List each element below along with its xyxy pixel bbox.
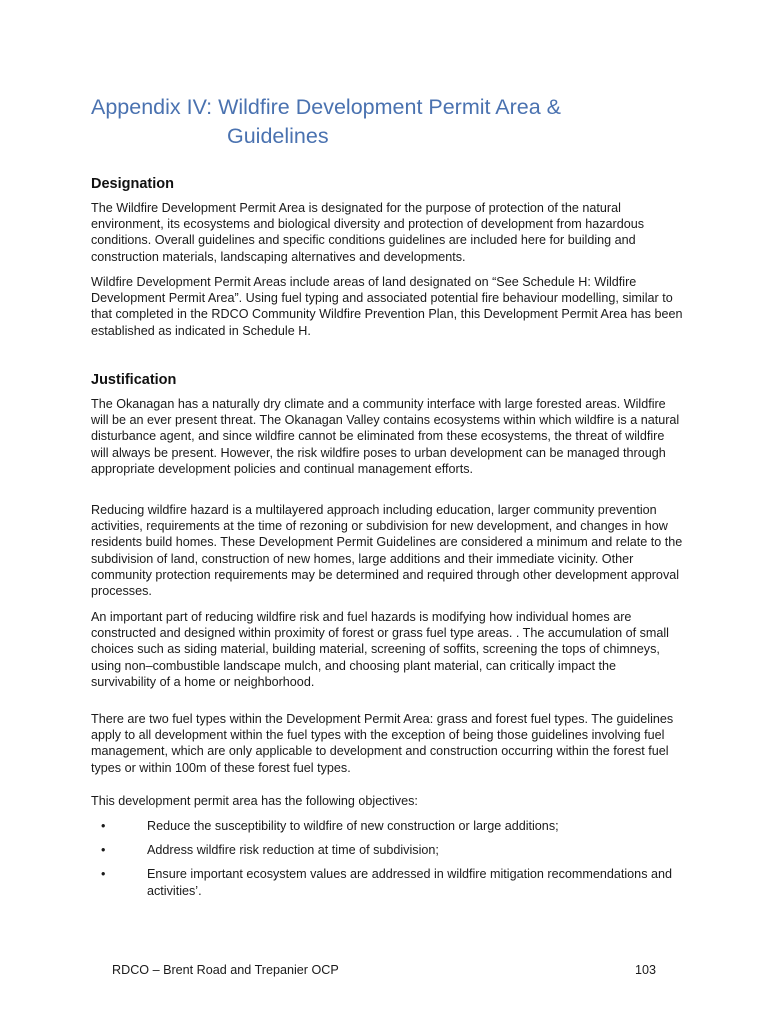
page-title [91,93,691,151]
objectives-list [91,818,683,907]
bullet-icon: • [101,843,106,858]
justification-paragraph-2: Reducing wildfire hazard is a multilayered approach including education, larger community prevention activities, requirements at the time of rezoning or subdivision for new development, and changes in how residents build homes. These Development Permit Guidelines are considered a minimum and relate to the subdivision of land, construction of new homes, large additions and their immediate vicinity. Other community protection requirements may be determined and required through other development approval processes. [91,503,683,599]
designation-heading: Designation [91,176,174,192]
list-item [91,866,683,898]
bullet-icon: • [101,867,106,882]
list-item [91,842,683,858]
justification-paragraph-3: An important part of reducing wildfire risk and fuel hazards is modifying how individual homes are constructed and designed within proximity of forest or grass fuel type areas. . The accumulation of small choices such as siding material, building material, screening of soffits, screening the tops of chimneys, using non–combustible landscape mulch, and choosing plant material, can critically impact the survivability of a home or neighborhood. [91,610,669,689]
justification-paragraph-1: The Okanagan has a naturally dry climate and a community interface with large forested areas. Wildfire will be an ever present threat. The Okanagan Valley contains ecosystems within which wildfire is a natural disturbance agent, and since wildfire cannot be eliminated from these ecosystems, the threat of wildfire will always be present. However, the risk wildfire poses to urban development can be managed through appropriate development policies and continual management efforts. [91,397,680,476]
bullet-icon: • [101,819,106,833]
footer-page-number: 103 [634,963,656,977]
title-line-1: Appendix IV: Wildfire Development Permit Area & [91,95,562,119]
objective-text: Address wildfire risk reduction at time of subdivision; [147,843,439,858]
footer-document-title: RDCO – Brent Road and Trepanier OCP [112,963,339,977]
list-item [91,818,683,834]
designation-paragraph-1: The Wildfire Development Permit Area is designated for the purpose of protection of the natural environment, its ecosystems and biological diversity and protection of development from hazardous conditions. Overall guidelines and specific conditions guidelines are included here for building and construction materials, landscaping alternatives and developments. [91,201,645,264]
objective-text: Ensure important ecosystem values are addressed in wildfire mitigation recommendations and activities’. [147,867,672,898]
designation-paragraph-2: Wildfire Development Permit Areas include areas of land designated on “See Schedule H: Wildfire Development Permit Area”. Using fuel typing and associated potential fire behaviour modelling, similar to that completed in the RDCO Community Wildfire Prevention Plan, this Development Permit Area has been established as indicated in Schedule H. [91,275,683,338]
objective-text: Reduce the susceptibility to wildfire of new construction or large additions; [147,819,559,833]
justification-paragraph-4: There are two fuel types within the Development Permit Area: grass and forest fuel types. The guidelines apply to all development within the fuel types with the exception of being those guidelines involving fuel management, which are only applicable to development and construction occurring within the forest fuel types or within 100m of these forest fuel types. [91,712,674,775]
justification-heading: Justification [91,372,177,388]
title-line-2: Guidelines [227,124,329,148]
objectives-intro: This development permit area has the following objectives: [91,794,418,808]
